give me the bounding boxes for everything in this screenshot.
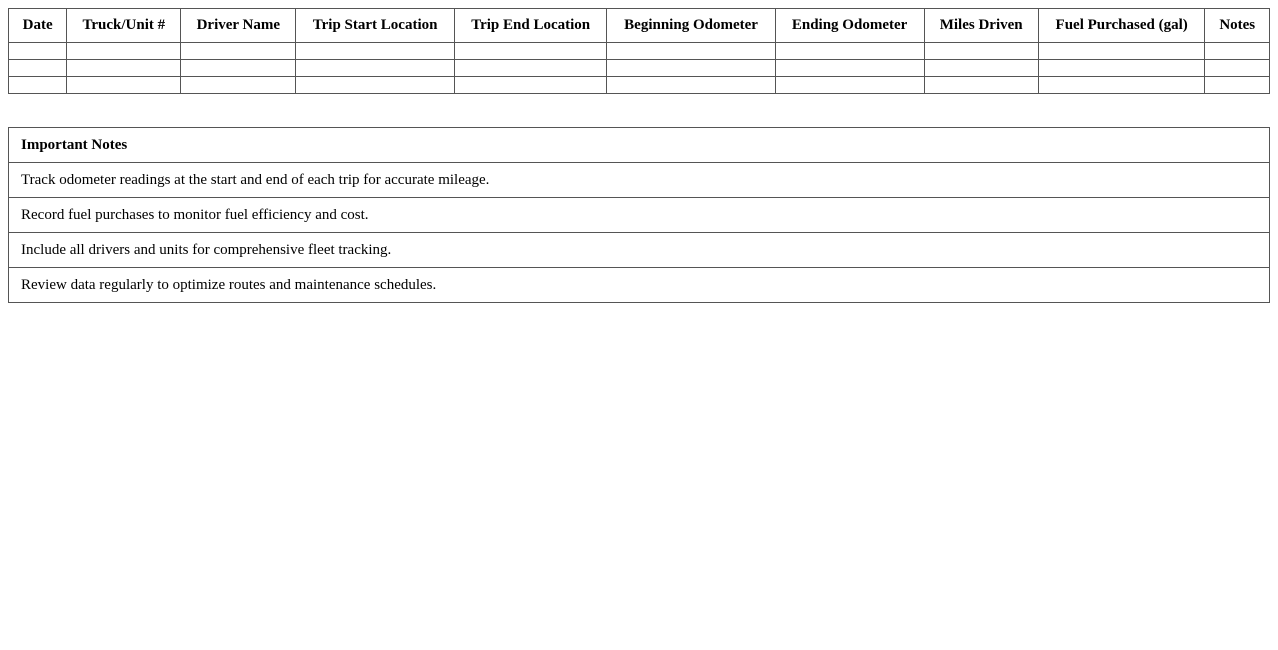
- header-miles-driven: Miles Driven: [924, 9, 1038, 43]
- table-cell[interactable]: [454, 77, 607, 94]
- table-row: [9, 77, 1270, 94]
- table-cell[interactable]: [1038, 60, 1205, 77]
- important-notes-table: [8, 127, 1270, 303]
- notes-title-row: [9, 128, 1270, 163]
- note-text: Track odometer readings at the start and end of each trip for accurate mileage.: [9, 163, 1270, 198]
- list-item: [9, 198, 1270, 233]
- notes-title: Important Notes: [9, 128, 1270, 163]
- note-text: Include all drivers and units for comprehensive fleet tracking.: [9, 233, 1270, 268]
- header-ending-odometer: Ending Odometer: [775, 9, 924, 43]
- table-cell[interactable]: [924, 77, 1038, 94]
- table-row: [9, 60, 1270, 77]
- table-cell[interactable]: [9, 77, 67, 94]
- table-cell[interactable]: [67, 60, 181, 77]
- table-cell[interactable]: [181, 77, 296, 94]
- table-cell[interactable]: [181, 60, 296, 77]
- list-item: [9, 233, 1270, 268]
- table-cell[interactable]: [924, 60, 1038, 77]
- trip-log-table: [8, 8, 1270, 94]
- header-notes: Notes: [1205, 9, 1270, 43]
- table-cell[interactable]: [454, 60, 607, 77]
- header-date: Date: [9, 9, 67, 43]
- table-cell[interactable]: [1038, 43, 1205, 60]
- table-cell[interactable]: [454, 43, 607, 60]
- table-cell[interactable]: [67, 43, 181, 60]
- table-cell[interactable]: [181, 43, 296, 60]
- table-cell[interactable]: [296, 77, 455, 94]
- table-cell[interactable]: [67, 77, 181, 94]
- header-beginning-odometer: Beginning Odometer: [607, 9, 775, 43]
- note-text: Review data regularly to optimize routes and maintenance schedules.: [9, 268, 1270, 303]
- table-cell[interactable]: [775, 43, 924, 60]
- table-cell[interactable]: [1205, 43, 1270, 60]
- table-row: [9, 43, 1270, 60]
- table-header-row: [9, 9, 1270, 43]
- list-item: [9, 163, 1270, 198]
- table-cell[interactable]: [296, 60, 455, 77]
- table-cell[interactable]: [296, 43, 455, 60]
- note-text: Record fuel purchases to monitor fuel efficiency and cost.: [9, 198, 1270, 233]
- table-cell[interactable]: [924, 43, 1038, 60]
- header-trip-end-location: Trip End Location: [454, 9, 607, 43]
- table-cell[interactable]: [607, 60, 775, 77]
- table-cell[interactable]: [607, 43, 775, 60]
- header-trip-start-location: Trip Start Location: [296, 9, 455, 43]
- table-cell[interactable]: [9, 60, 67, 77]
- table-cell[interactable]: [1205, 60, 1270, 77]
- header-driver-name: Driver Name: [181, 9, 296, 43]
- table-cell[interactable]: [607, 77, 775, 94]
- table-cell[interactable]: [1205, 77, 1270, 94]
- header-fuel-purchased: Fuel Purchased (gal): [1038, 9, 1205, 43]
- table-cell[interactable]: [775, 77, 924, 94]
- table-cell[interactable]: [1038, 77, 1205, 94]
- table-cell[interactable]: [9, 43, 67, 60]
- header-truck-unit: Truck/Unit #: [67, 9, 181, 43]
- list-item: [9, 268, 1270, 303]
- table-cell[interactable]: [775, 60, 924, 77]
